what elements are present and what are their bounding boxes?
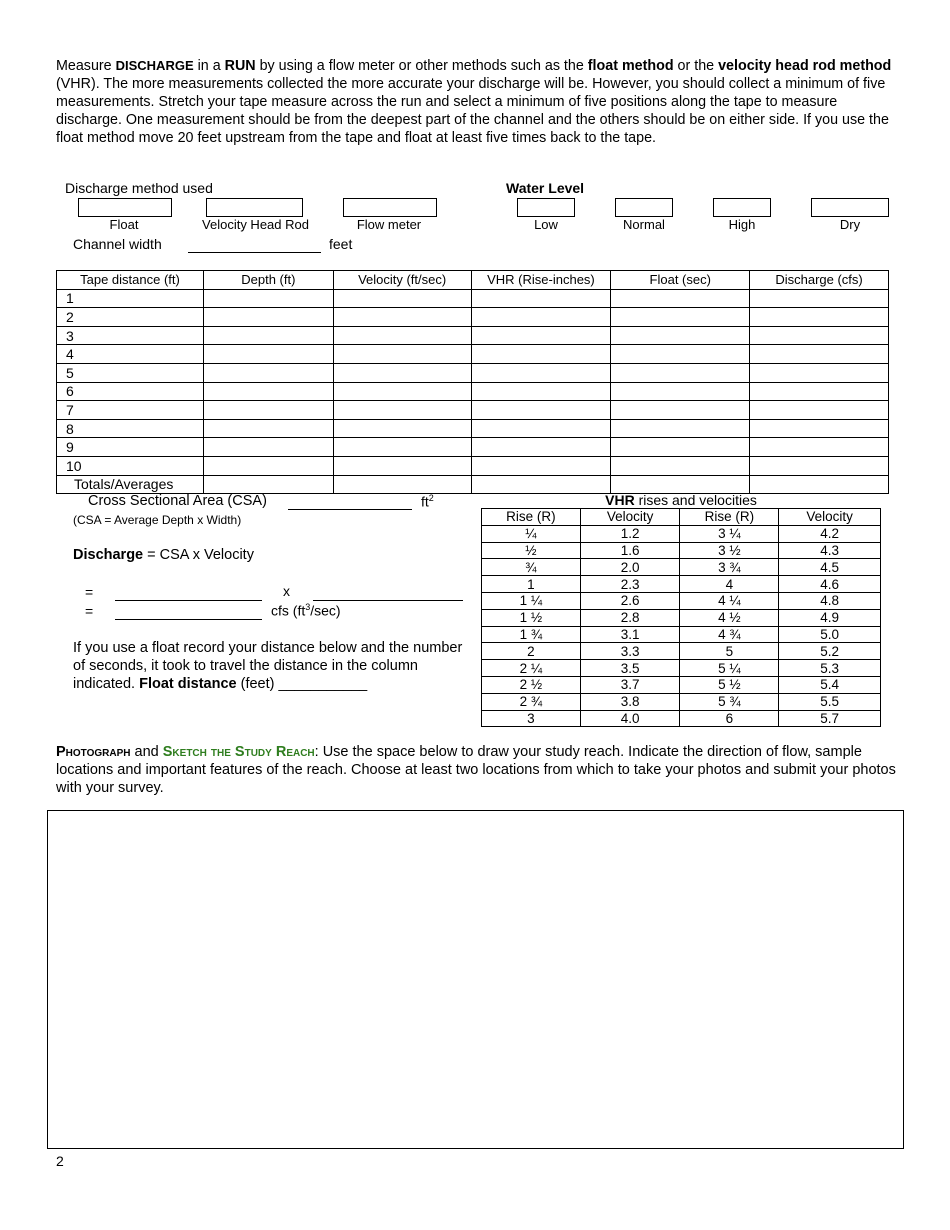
table-cell: ¾ — [482, 559, 581, 576]
row-number: 1 — [57, 289, 204, 308]
entry-cell[interactable] — [471, 438, 611, 457]
entry-cell[interactable] — [611, 382, 750, 401]
entry-cell[interactable] — [471, 326, 611, 345]
float-checkbox[interactable] — [78, 198, 172, 217]
entry-cell[interactable] — [203, 382, 333, 401]
entry-cell[interactable] — [750, 382, 889, 401]
table-cell: 5 ¾ — [680, 693, 779, 710]
column-header: Depth (ft) — [203, 271, 333, 290]
table-row — [57, 382, 889, 401]
page-number: 2 — [56, 1153, 64, 1169]
table-cell: 6 — [680, 710, 779, 727]
low-checkbox[interactable] — [517, 198, 575, 217]
entry-cell[interactable] — [203, 308, 333, 327]
entry-cell[interactable] — [333, 419, 471, 438]
table-cell: 1.2 — [580, 525, 680, 542]
table-cell: 3.3 — [580, 643, 680, 660]
entry-cell[interactable] — [471, 475, 611, 494]
entry-cell[interactable] — [333, 308, 471, 327]
table-cell: 1 ½ — [482, 609, 581, 626]
photo-instructions: Photograph and Sketch the Study Reach: Use the space below to draw your study reach. Indicate the direction of flow, sample locations and important features of the reach. Choose at least two locations from which to take your photos and submit your photos with your survey. — [56, 744, 896, 796]
table-cell: 5.0 — [779, 626, 881, 643]
column-header: Tape distance (ft) — [57, 271, 204, 290]
table-row — [57, 438, 889, 457]
entry-cell[interactable] — [333, 438, 471, 457]
channel-width-input[interactable] — [188, 236, 321, 253]
entry-cell[interactable] — [750, 401, 889, 420]
table-cell: 4.6 — [779, 576, 881, 593]
entry-cell[interactable] — [203, 289, 333, 308]
table-cell: 3.5 — [580, 660, 680, 677]
table-cell: 3 ¾ — [680, 559, 779, 576]
entry-cell[interactable] — [203, 401, 333, 420]
float-note: If you use a float record your distance below and the number of seconds, it took to travel the distance in the column indicated. Float distance (feet) ___________ — [73, 640, 463, 692]
table-cell: 5 ½ — [680, 676, 779, 693]
entry-cell[interactable] — [471, 363, 611, 382]
measurement-table — [56, 270, 889, 494]
channel-width-unit: feet — [329, 236, 353, 252]
table-row — [482, 710, 881, 727]
table-cell: 3.8 — [580, 693, 680, 710]
row-number: 7 — [57, 401, 204, 420]
vhr-table — [481, 508, 881, 727]
row-number: 10 — [57, 456, 204, 475]
entry-cell[interactable] — [611, 326, 750, 345]
channel-width-label: Channel width — [73, 236, 162, 252]
velocity-value-input[interactable] — [313, 584, 463, 601]
entry-cell[interactable] — [750, 475, 889, 494]
table-row — [482, 559, 881, 576]
table-cell: 4 ¾ — [680, 626, 779, 643]
table-cell: 5.5 — [779, 693, 881, 710]
csa-note: (CSA = Average Depth x Width) — [73, 513, 242, 527]
table-cell: ¼ — [482, 525, 581, 542]
velocity-head-rod-checkbox[interactable] — [206, 198, 303, 217]
table-row — [482, 542, 881, 559]
vhr-table-title: VHR rises and velocities — [605, 492, 757, 508]
table-cell: 2 ¼ — [482, 660, 581, 677]
table-row — [482, 693, 881, 710]
flow-meter-checkbox[interactable] — [343, 198, 437, 217]
high-checkbox[interactable] — [713, 198, 771, 217]
water-level-title: Water Level — [506, 180, 585, 196]
table-cell: 4.2 — [779, 525, 881, 542]
table-cell: 1 ¾ — [482, 626, 581, 643]
table-cell: 4.9 — [779, 609, 881, 626]
table-cell: 4.0 — [580, 710, 680, 727]
column-header: Velocity (ft/sec) — [333, 271, 471, 290]
table-header-row — [57, 271, 889, 290]
dry-checkbox[interactable] — [811, 198, 889, 217]
csa-unit: $ft^2$ — [421, 493, 434, 510]
entry-cell[interactable] — [203, 419, 333, 438]
table-cell: 5.4 — [779, 676, 881, 693]
table-cell: ½ — [482, 542, 581, 559]
table-row — [57, 308, 889, 327]
column-header: Velocity — [779, 509, 881, 526]
row-number: 3 — [57, 326, 204, 345]
csa-value-input[interactable] — [115, 584, 262, 601]
row-number: 4 — [57, 345, 204, 364]
normal-checkbox[interactable] — [615, 198, 673, 217]
entry-cell[interactable] — [471, 419, 611, 438]
cfs-unit: cfs $(ft^3/\sec)$ — [271, 602, 341, 619]
entry-cell[interactable] — [611, 289, 750, 308]
totals-row — [57, 475, 889, 494]
row-number: 8 — [57, 419, 204, 438]
table-row — [482, 660, 881, 677]
entry-cell[interactable] — [750, 438, 889, 457]
csa-input[interactable] — [288, 493, 412, 510]
entry-cell[interactable] — [333, 382, 471, 401]
table-cell: 3.7 — [580, 676, 680, 693]
entry-cell[interactable] — [611, 401, 750, 420]
vhr-header-row — [482, 509, 881, 526]
table-row — [57, 363, 889, 382]
times-sign: x — [283, 583, 290, 599]
low-option-label: Low — [534, 217, 558, 232]
table-row — [482, 626, 881, 643]
entry-cell[interactable] — [750, 289, 889, 308]
entry-cell[interactable] — [333, 326, 471, 345]
entry-cell[interactable] — [471, 456, 611, 475]
column-header: Velocity — [580, 509, 680, 526]
table-cell: 5.3 — [779, 660, 881, 677]
column-header: Discharge (cfs) — [750, 271, 889, 290]
entry-cell[interactable] — [471, 401, 611, 420]
entry-cell[interactable] — [203, 326, 333, 345]
table-row — [57, 289, 889, 308]
table-cell: 2.3 — [580, 576, 680, 593]
entry-cell[interactable] — [611, 363, 750, 382]
table-cell: 2 ½ — [482, 676, 581, 693]
row-number: 2 — [57, 308, 204, 327]
entry-cell[interactable] — [333, 345, 471, 364]
table-row — [57, 456, 889, 475]
row-number: 9 — [57, 438, 204, 457]
column-header: Rise (R) — [482, 509, 581, 526]
table-row — [482, 592, 881, 609]
entry-cell[interactable] — [750, 456, 889, 475]
sketch-area[interactable] — [47, 810, 904, 1149]
table-row — [57, 419, 889, 438]
table-row — [57, 326, 889, 345]
table-row — [57, 345, 889, 364]
entry-cell[interactable] — [471, 308, 611, 327]
flow-meter-option-label: Flow meter — [356, 217, 422, 232]
entry-cell[interactable] — [471, 382, 611, 401]
dry-option-label: Dry — [839, 217, 861, 232]
high-option-label: High — [728, 217, 756, 232]
table-row — [482, 643, 881, 660]
table-cell: 4 — [680, 576, 779, 593]
table-cell: 2.6 — [580, 592, 680, 609]
entry-cell[interactable] — [203, 475, 333, 494]
table-cell: 2 ¾ — [482, 693, 581, 710]
csa-label: Cross Sectional Area (CSA) — [88, 493, 267, 509]
table-row — [57, 401, 889, 420]
entry-cell[interactable] — [611, 419, 750, 438]
table-cell: 4 ¼ — [680, 592, 779, 609]
table-cell: 2.8 — [580, 609, 680, 626]
entry-cell[interactable] — [471, 345, 611, 364]
entry-cell[interactable] — [611, 438, 750, 457]
table-cell: 4.3 — [779, 542, 881, 559]
column-header: Float (sec) — [611, 271, 750, 290]
entry-cell[interactable] — [750, 326, 889, 345]
equals-sign: = — [85, 603, 94, 619]
row-number: 6 — [57, 382, 204, 401]
entry-cell[interactable] — [471, 289, 611, 308]
entry-cell[interactable] — [611, 456, 750, 475]
table-cell: 2.0 — [580, 559, 680, 576]
method-title: Discharge method used — [65, 180, 213, 196]
entry-cell[interactable] — [750, 345, 889, 364]
discharge-formula: Discharge = CSA x Velocity — [73, 547, 254, 563]
table-cell: 3 — [482, 710, 581, 727]
entry-cell[interactable] — [750, 363, 889, 382]
table-cell: 4.8 — [779, 592, 881, 609]
entry-cell[interactable] — [203, 438, 333, 457]
table-cell: 3 ½ — [680, 542, 779, 559]
entry-cell[interactable] — [611, 345, 750, 364]
table-row — [482, 676, 881, 693]
entry-cell[interactable] — [611, 308, 750, 327]
totals-label: Totals/Averages — [57, 475, 204, 494]
table-cell: 2 — [482, 643, 581, 660]
table-cell: 1 ¼ — [482, 592, 581, 609]
equals-sign: = — [85, 584, 94, 600]
column-header: VHR (Rise-inches) — [471, 271, 611, 290]
table-row — [482, 609, 881, 626]
table-cell: 5 — [680, 643, 779, 660]
table-cell: 5.2 — [779, 643, 881, 660]
entry-cell[interactable] — [333, 475, 471, 494]
entry-cell[interactable] — [750, 419, 889, 438]
table-cell: 4.5 — [779, 559, 881, 576]
table-cell: 1.6 — [580, 542, 680, 559]
table-cell: 5.7 — [779, 710, 881, 727]
normal-option-label: Normal — [623, 217, 665, 232]
entry-cell[interactable] — [611, 475, 750, 494]
entry-cell[interactable] — [333, 363, 471, 382]
table-cell: 1 — [482, 576, 581, 593]
table-row — [482, 576, 881, 593]
entry-cell[interactable] — [203, 456, 333, 475]
intro-paragraph: Measure DISCHARGE in a RUN by using a flow meter or other methods such as the float method or the velocity head rod method (VHR). The more measurements collected the more accurate your discharge will be. However, you should collect a minimum of five measurements. Stretch your tape measure across the run and select a minimum of five positions along the tape to measure discharge. One measurement should be from the deepest part of the channel and the others should be on either side. If you use the float method move 20 feet upstream from the tape and float at least five times back to the tape. — [56, 58, 892, 146]
entry-cell[interactable] — [750, 308, 889, 327]
table-cell: 3 ¼ — [680, 525, 779, 542]
table-cell: 3.1 — [580, 626, 680, 643]
table-cell: 5 ¼ — [680, 660, 779, 677]
entry-cell[interactable] — [203, 345, 333, 364]
entry-cell[interactable] — [333, 289, 471, 308]
row-number: 5 — [57, 363, 204, 382]
discharge-result-input[interactable] — [115, 603, 262, 620]
table-row — [482, 525, 881, 542]
entry-cell[interactable] — [333, 456, 471, 475]
column-header: Rise (R) — [680, 509, 779, 526]
entry-cell[interactable] — [333, 401, 471, 420]
entry-cell[interactable] — [203, 363, 333, 382]
velocity-head-rod-option-label: Velocity Head Rod — [202, 217, 309, 232]
table-cell: 4 ½ — [680, 609, 779, 626]
float-option-label: Float — [109, 217, 139, 232]
